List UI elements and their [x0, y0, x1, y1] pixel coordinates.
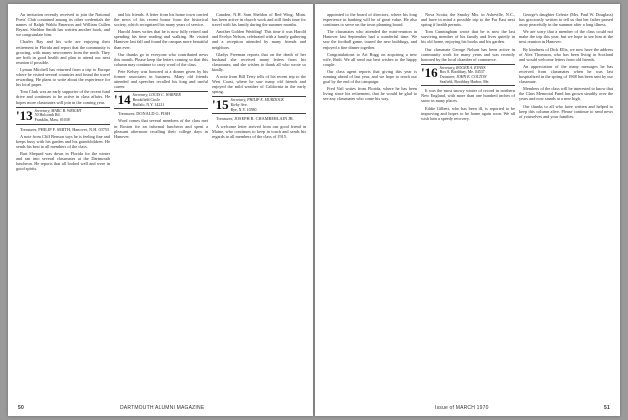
paragraph: Our class agent reports that giving this year is running ahead of last year, and we hope to reach our goal by the end of the campaign.: [323, 68, 417, 85]
class-heading-15: [212, 96, 306, 114]
secretary-city: Franklin, Mass. 01038: [34, 117, 70, 122]
paragraph: appointed to the board of directors, where his long experience in banking will be of great value. He also continues to serve on the town planning board.: [323, 12, 417, 28]
paragraph: Fred Vail writes from Florida, where he has been living since his retirement, that he would be glad to see any classmates who come his way.: [323, 86, 417, 102]
paragraph: By kindness of Dick Ellis, we now have the address of Alex Thomson, who has been living in Scotland and would welcome letters from old friends.: [519, 46, 613, 62]
secretary-street: Brookfield Circle: [132, 97, 160, 102]
issue-title: Issue of MARCH 1970: [435, 405, 489, 411]
paragraph: Bart Shepard was down in Florida for the winter and ran into several classmates at the Dartmouth luncheon. He reports that all looked well and were in good spirits.: [16, 150, 110, 172]
paragraph: and his friends. A letter from his home town carried the news of his recent honor from the historical society, which recognized his many years of service.: [114, 12, 208, 28]
magazine-title: DARTMOUTH ALUMNI MAGAZINE: [120, 405, 205, 411]
paragraph: Tom Clark was an early supporter of the recent fund drive and continues to be active in class affairs. He hopes more classmates will join in the coming year.: [16, 89, 110, 105]
paragraph: Tom Cunningham wrote that he is now the last surviving member of his family and lives quietly in his old home, enjoying his books and his garden.: [421, 29, 515, 45]
paragraph: An invitation recently received to join the National Poets' Club contained among its other credentials the names of Ralph Waldo Emerson and William Cullen Bryant. Sheldon Smith has written another book, and we congratulate him.: [16, 12, 110, 38]
left-column-2: [114, 12, 208, 398]
paragraph: Harold Jones writes that he is now fully retired and spending his time reading and walking. He visited Hanover last fall and found the campus more beautiful than ever.: [114, 29, 208, 50]
paragraph: Gladys Freeman reports that on the death of her husband she received many letters from his classmates, and she wishes to thank all who wrote so kindly.: [212, 51, 306, 72]
page-number: 51: [604, 405, 610, 411]
paragraph: It was the most snowy winter of record in northern New England, with more than one hundred inches of snow in many places.: [421, 88, 515, 104]
paragraph: Nova Scotia, the Smoky Mts. in Asheville, N.C., and have in mind a possible trip to the Far East next spring if health permits.: [421, 12, 515, 28]
right-page: [315, 4, 620, 416]
paragraph: An appreciation of the many messages he has received from classmates when he was last hospitalized in the spring of 1968 has been sent by our classmate.: [519, 63, 613, 85]
paragraph: Members of the class will be interested to know that the Class Memorial Fund has grown steadily over the years and now stands at a new high.: [519, 86, 613, 102]
right-footer: [604, 405, 610, 411]
right-column-1: [323, 12, 417, 398]
paragraph: Congratulations to Art Rugg on acquiring a new wife, Ruth. We all send our best wishes to the happy couple.: [323, 51, 417, 67]
paragraph: Another Golden Wedding! This time it was Harold and Evelyn Nelson, celebrated with a family gathering and a reception attended by many friends and neighbors.: [212, 29, 306, 50]
paragraph: Camden, N.H. Sam Sheldon of Red Wing, Minn. has been active in church work and still finds time for travel with his family during the summer months.: [212, 12, 306, 28]
right-column-3: [519, 12, 613, 398]
paragraph: Word comes that several members of the class met in Boston for an informal luncheon and spent a pleasant afternoon recalling their college days in Hanover.: [114, 118, 208, 139]
secretary-name: Secretary, LOUIS C. WARNER: [132, 93, 181, 98]
class-year: '13: [16, 107, 33, 123]
paragraph: We are sorry that a member of the class could not make the trip this year, but we hope to see him at the next reunion in Hanover.: [519, 29, 613, 45]
class-year: '15: [212, 97, 229, 113]
paragraph: Our thanks go to everyone who contributed news this month. Please keep the letters coming so that this column may continue to carry word of the class.: [114, 51, 208, 67]
secretary-name: Secretary, MARC B. WRIGHT: [34, 108, 82, 113]
paragraph: Treasurer, DONALD G. FISH: [118, 111, 171, 117]
secretary-address: Box 8, Boothbay, Me. 04537: [439, 70, 485, 75]
secretary-name: Secretary, ROGER A. EVANS: [439, 65, 486, 70]
treasurer-address: Seafield, Boothbay Harbor, Me.: [439, 79, 490, 84]
paragraph: A note from Cliff Benson says he is feeling fine and keeps busy with his garden and his grandchildren. He sends his best to all members of the class.: [16, 133, 110, 149]
right-column-2: [421, 12, 515, 398]
left-footer-title: [120, 405, 204, 411]
class-year: '16: [421, 64, 438, 80]
paragraph: George's daughter Celeste (Mrs. Paul W. Douglass) has graciously written to tell us that her father passed away peacefully in the summer after a long illness.: [519, 12, 613, 28]
paragraph: Treasurer, PHILIP F. SMITH, Hanover, N.H. 03755: [20, 126, 110, 132]
right-footer-title: [435, 405, 489, 411]
secretary-street: 50 Holcomb Rd.: [34, 113, 61, 118]
page-number: 50: [18, 405, 24, 411]
secretary-name: Secretary, PHILIP E. MURDOCK: [230, 98, 284, 103]
paragraph: Lyman Mitchell has returned from a trip to Europe where he visited several countries and found the travel rewarding. He plans to write about the experience for his local paper.: [16, 66, 110, 88]
class-heading-14: [114, 91, 208, 109]
secretary-city: Buffalo, N.Y. 14221: [132, 102, 165, 107]
left-footer: [18, 405, 24, 411]
secretary-city: Rye, N.Y. 10580: [230, 107, 257, 112]
paragraph: Our classmate George Nelson has been active in community work for many years and was recently honored by the local chamber of commerce.: [421, 46, 515, 62]
left-column-3: [212, 12, 306, 398]
secretary-street: Kirby Ave.: [230, 103, 248, 107]
paragraph: The classmates who attended the mini-reunion in Hanover last September had a wonderful time. We saw the football game, toured the new buildings, and enjoyed a fine dinner together.: [323, 29, 417, 50]
paragraph: Treasurer, JOSEPH R. CHAMBERLAIN JR.: [216, 116, 294, 122]
paragraph: Charles Ray and his wife are enjoying their retirement in Florida and report that the community is growing, with many newcomers from the north. They are both in good health and plan to attend our next reunion if possible.: [16, 39, 110, 65]
paragraph: Eddie Gilbert, who has been ill, is reported to be improving and hopes to be home again soon. We all wish him a speedy recovery.: [421, 105, 515, 121]
paragraph: Our thanks to all who have written and helped to keep this column alive. Please continue to send news of yourselves and your families.: [519, 103, 613, 119]
left-page: [8, 4, 313, 416]
paragraph: A note from Bill Terry tells of his recent trip to the West Coast, where he saw many old friends and enjoyed the mild weather of California in the early spring.: [212, 74, 306, 95]
class-heading-16: [421, 64, 515, 86]
paragraph: Pete Kelsey was honored at a dinner given by his former associates in business. Many old friends attended and speeches recalled his long and useful career.: [114, 68, 208, 90]
left-column-1: [16, 12, 110, 398]
class-year: '14: [114, 92, 131, 108]
class-heading-13: [16, 107, 110, 125]
treasurer-name: Treasurer, JOHN E. COLTON: [439, 75, 487, 80]
paragraph: A welcome letter arrived from our good friend in Maine, who continues to keep in touch and sends his regards to all members of the class of 1915.: [212, 123, 306, 139]
